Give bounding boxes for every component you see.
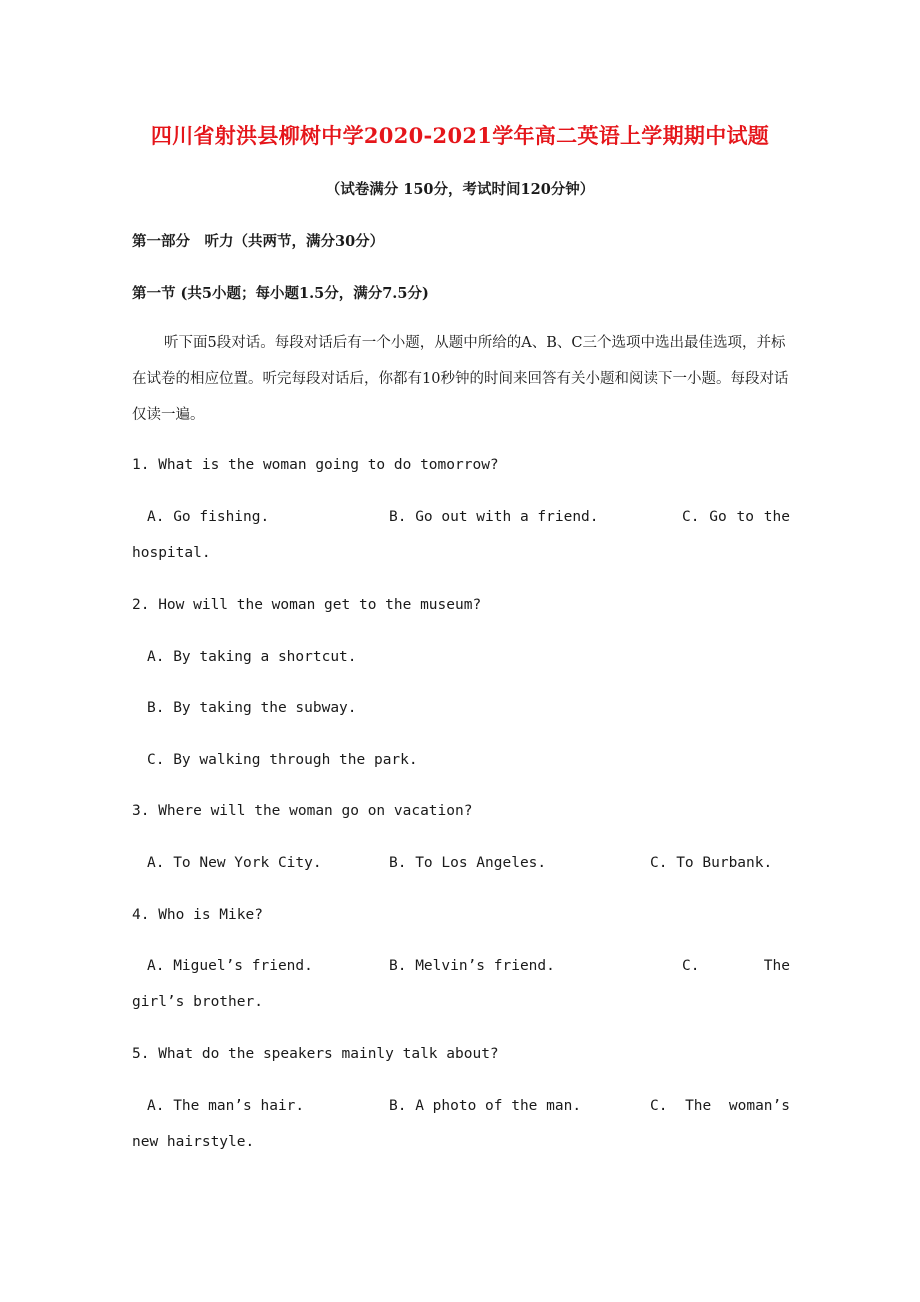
- option-c: [682, 509, 790, 525]
- section-heading: 第一节 (共5小题；每小题1.5分，满分7.5分): [132, 285, 429, 302]
- option-c-part: C.: [650, 1098, 668, 1114]
- question-2: 2. How will the woman get to the museum?: [132, 597, 482, 613]
- option-c-continuation: hospital.: [132, 545, 211, 561]
- option-c-part: woman’s: [728, 1098, 790, 1114]
- option-b: B. A photo of the man.: [389, 1098, 582, 1114]
- question-4: 4. Who is Mike?: [132, 907, 263, 923]
- option-c-part: The: [685, 1098, 712, 1114]
- option-a: A. Miguel’s friend.: [147, 958, 313, 974]
- option-b: B. To Los Angeles.: [389, 855, 547, 871]
- instructions-text: 听下面5段对话。每段对话后有一个小题，从题中所给的A、B、C三个选项中选出最佳选项，并标在试卷的相应位置。听完每段对话后，你都有10秒钟的时间来回答有关小题和阅读下一小题。每段对话仅读一遍。: [132, 335, 789, 423]
- option-a: A. The man’s hair.: [147, 1098, 305, 1114]
- option-a: A. To New York City.: [147, 855, 322, 871]
- option-c-continuation: girl’s brother.: [132, 994, 263, 1010]
- option-b: B. Melvin’s friend.: [389, 958, 555, 974]
- question-3: 3. Where will the woman go on vacation?: [132, 803, 473, 819]
- question-5-options: [132, 1098, 790, 1118]
- option-c-continuation: new hairstyle.: [132, 1134, 255, 1150]
- option-c-part: The: [763, 958, 790, 974]
- part-heading: 第一部分 听力（共两节，满分30分）: [132, 233, 385, 250]
- option-c: C. To Burbank.: [650, 855, 773, 871]
- option-b: B. By taking the subway.: [147, 700, 357, 716]
- option-c-part: C.: [682, 509, 700, 525]
- option-c-part: C.: [682, 958, 700, 974]
- instructions-paragraph: [132, 325, 790, 433]
- option-a: A. Go fishing.: [147, 509, 270, 525]
- question-1: 1. What is the woman going to do tomorrow?: [132, 457, 499, 473]
- option-a: A. By taking a shortcut.: [147, 649, 357, 665]
- option-c-part: Go: [709, 509, 727, 525]
- question-4-options: [132, 958, 790, 978]
- document-title: 四川省射洪县柳树中学2020-2021学年高二英语上学期期中试题: [150, 123, 770, 148]
- question-5: 5. What do the speakers mainly talk about?: [132, 1046, 499, 1062]
- exam-info: （试卷满分 150分，考试时间120分钟）: [325, 181, 595, 198]
- question-3-options: [132, 855, 790, 875]
- question-1-options: [132, 509, 790, 529]
- option-c: [682, 958, 790, 974]
- option-c: [650, 1098, 790, 1114]
- option-c: C. By walking through the park.: [147, 752, 418, 768]
- option-c-part: the: [763, 509, 790, 525]
- option-b: B. Go out with a friend.: [389, 509, 599, 525]
- option-c-part: to: [736, 509, 754, 525]
